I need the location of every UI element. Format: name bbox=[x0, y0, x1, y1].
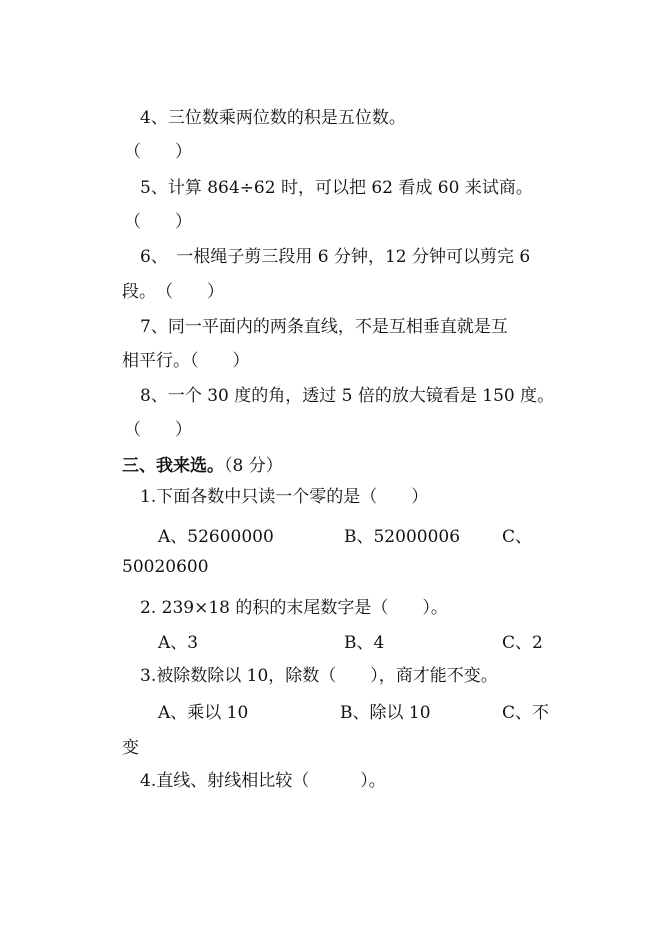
section-3-heading-row bbox=[122, 455, 283, 477]
mc-question-1-option-c: C、 bbox=[502, 527, 533, 547]
question-7-line2: 相平行。（ ） bbox=[122, 351, 250, 371]
section-3-points: （8 分） bbox=[224, 456, 283, 476]
mc-question-3-option-b: B、除以 10 bbox=[340, 703, 431, 723]
mc-question-1-option-a: A、52600000 bbox=[158, 527, 274, 547]
mc-question-3-option-c: C、不 bbox=[502, 703, 550, 723]
section-3-heading: 三、我来选。 bbox=[122, 456, 224, 476]
mc-question-2-stem: 2. 239×18 的积的末尾数字是（ ）。 bbox=[140, 598, 448, 618]
mc-question-2-option-a: A、3 bbox=[158, 633, 199, 653]
mc-question-3-option-c-wrap: 变 bbox=[122, 738, 139, 758]
mc-question-4-stem: 4.直线、射线相比较（ ）。 bbox=[140, 771, 386, 791]
mc-question-3-stem: 3.被除数除以 10，除数（ ），商才能不变。 bbox=[140, 666, 498, 686]
mc-question-1-option-b: B、52000006 bbox=[344, 527, 461, 547]
question-6-line2: 段。 （ ） bbox=[122, 282, 224, 302]
mc-question-1-option-c-wrap: 50020600 bbox=[122, 557, 209, 577]
mc-question-1-stem: 1.下面各数中只读一个零的是（ ） bbox=[140, 487, 429, 507]
question-4-answer-blank: （ ） bbox=[124, 142, 192, 162]
question-4-text: 4、三位数乘两位数的积是五位数。 bbox=[140, 108, 406, 128]
mc-question-2-option-c: C、2 bbox=[502, 633, 543, 653]
question-5-answer-blank: （ ） bbox=[124, 212, 192, 232]
question-7-line1: 7、同一平面内的两条直线，不是互相垂直就是互 bbox=[140, 317, 508, 337]
mc-question-2-option-b: B、4 bbox=[344, 633, 385, 653]
question-8-answer-blank: （ ） bbox=[124, 420, 192, 440]
question-8-text: 8、一个 30 度的角，透过 5 倍的放大镜看是 150 度。 bbox=[140, 386, 555, 406]
question-6-line1: 6、 一根绳子剪三段用 6 分钟，12 分钟可以剪完 6 bbox=[140, 247, 531, 267]
mc-question-3-option-a: A、乘以 10 bbox=[158, 703, 249, 723]
question-5-text: 5、计算 864÷62 时，可以把 62 看成 60 来试商。 bbox=[140, 178, 533, 198]
